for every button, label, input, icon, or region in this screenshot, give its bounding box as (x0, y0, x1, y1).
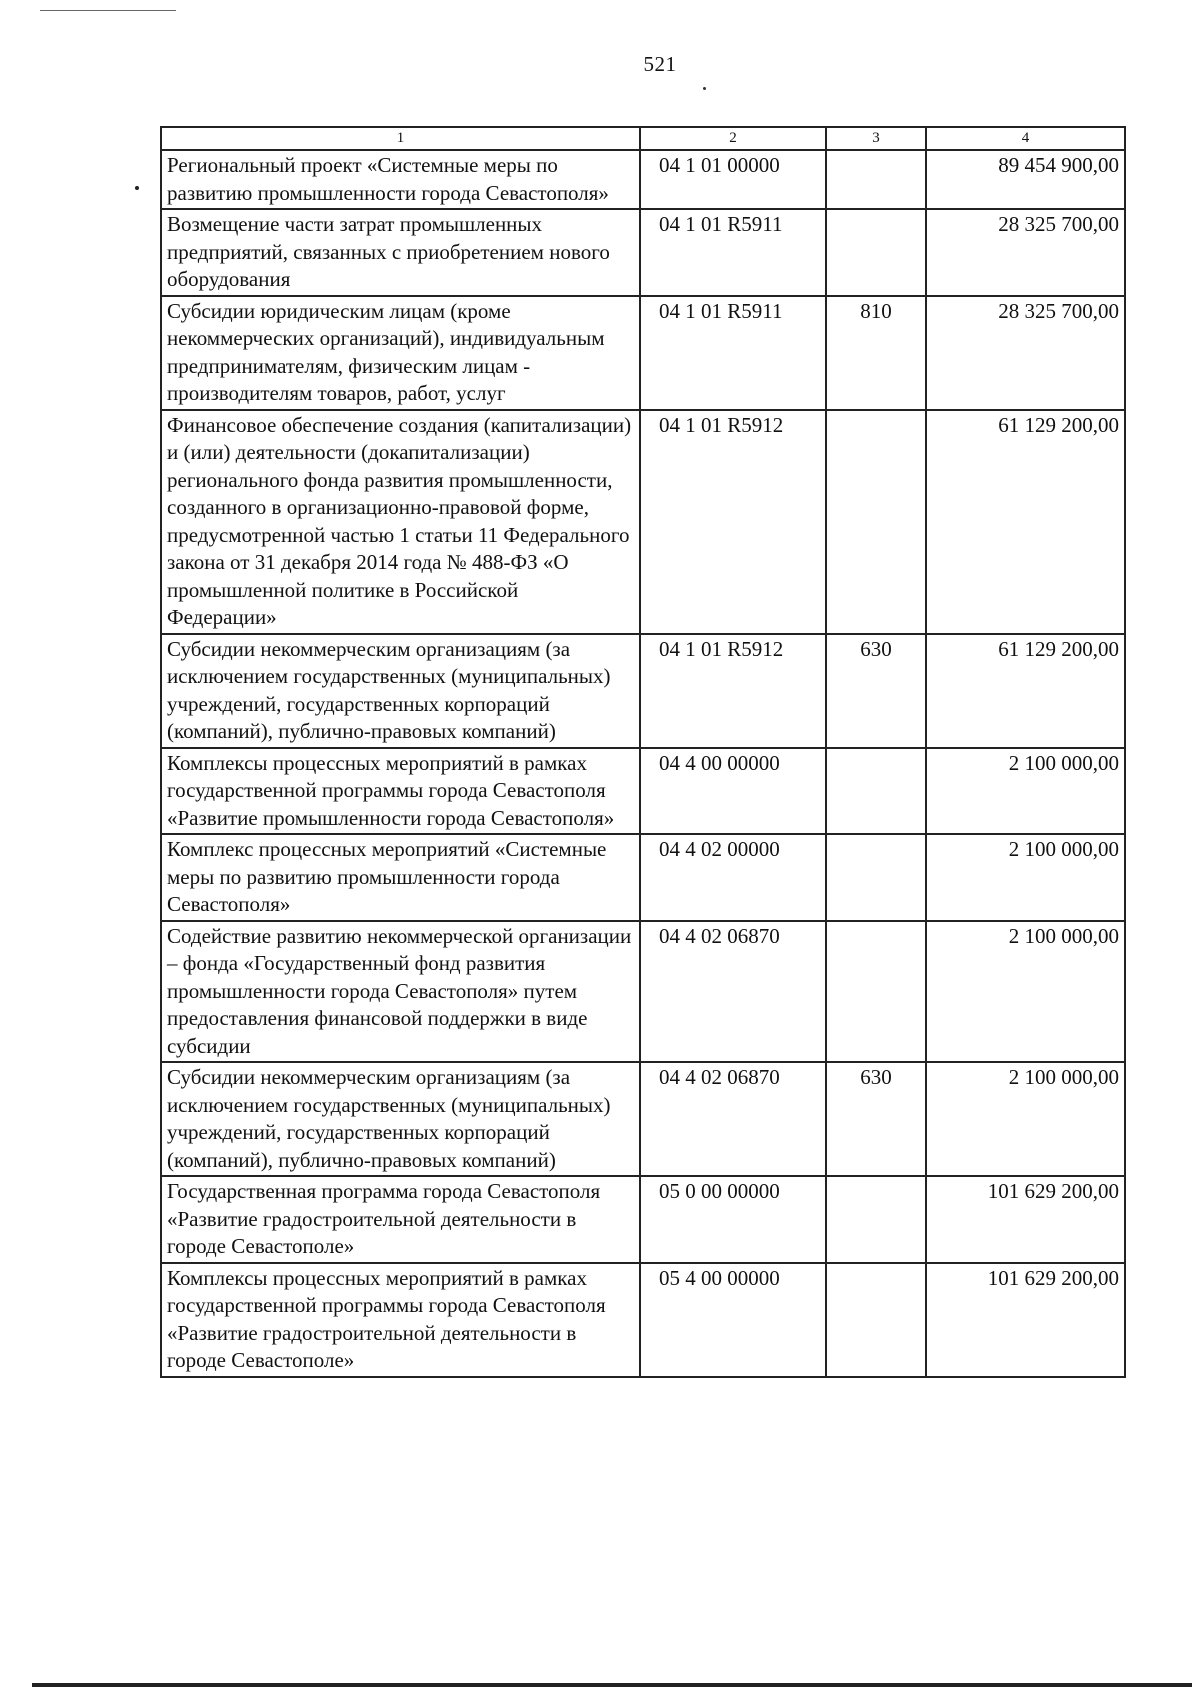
header-cell-sum: 4 (926, 127, 1125, 150)
table-row (161, 209, 1125, 296)
table-header-row (161, 127, 1125, 150)
scan-edge-line (32, 1683, 1192, 1687)
row-expense-type (826, 1176, 926, 1263)
table-row (161, 296, 1125, 410)
row-code: 05 0 00 00000 (640, 1176, 826, 1263)
row-expense-type (826, 150, 926, 209)
budget-table (160, 126, 1126, 1378)
row-code: 04 1 01 R5911 (640, 296, 826, 410)
row-name: Финансовое обеспечение создания (капитализации) и (или) деятельности (докапитализации) регионального фонда развития промышленности, созданного в организационно-правовой форме, предусмотренной частью 1 статьи 11 Федерального закона от 31 декабря 2014 года № 488-ФЗ «О промышленной политике в Российской Федерации» (161, 410, 640, 634)
row-name: Субсидии некоммерческим организациям (за исключением государственных (муниципальных) учреждений, государственных корпораций (компаний), публично-правовых компаний) (161, 1062, 640, 1176)
row-code: 04 1 01 R5912 (640, 634, 826, 748)
table-row (161, 921, 1125, 1063)
table-row (161, 634, 1125, 748)
row-sum: 2 100 000,00 (926, 834, 1125, 921)
row-sum: 101 629 200,00 (926, 1176, 1125, 1263)
table-row (161, 1263, 1125, 1377)
row-sum: 61 129 200,00 (926, 410, 1125, 634)
row-name: Государственная программа города Севастополя «Развитие градостроительной деятельности в городе Севастополе» (161, 1176, 640, 1263)
row-name: Комплексы процессных мероприятий в рамках государственной программы города Севастополя «Развитие промышленности города Севастополя» (161, 748, 640, 835)
row-expense-type (826, 921, 926, 1063)
row-code: 04 4 02 06870 (640, 921, 826, 1063)
row-code: 04 1 01 R5912 (640, 410, 826, 634)
page-number: 521 (643, 52, 677, 76)
table-row (161, 1062, 1125, 1176)
table-row (161, 1176, 1125, 1263)
row-expense-type: 630 (826, 634, 926, 748)
row-code: 04 1 01 R5911 (640, 209, 826, 296)
header-cell-name: 1 (161, 127, 640, 150)
row-sum: 61 129 200,00 (926, 634, 1125, 748)
row-name: Возмещение части затрат промышленных предприятий, связанных с приобретением нового оборудования (161, 209, 640, 296)
row-sum: 89 454 900,00 (926, 150, 1125, 209)
table-row (161, 834, 1125, 921)
row-name: Содействие развитию некоммерческой организации – фонда «Государственный фонд развития промышленности города Севастополя» путем предоставления финансовой поддержки в виде субсидии (161, 921, 640, 1063)
row-code: 04 4 02 06870 (640, 1062, 826, 1176)
row-sum: 28 325 700,00 (926, 209, 1125, 296)
scan-edge-line (40, 10, 176, 11)
row-name: Субсидии юридическим лицам (кроме некоммерческих организаций), индивидуальным предпринимателям, физическим лицам - производителям товаров, работ, услуг (161, 296, 640, 410)
row-sum: 101 629 200,00 (926, 1263, 1125, 1377)
table-row (161, 150, 1125, 209)
row-expense-type (826, 1263, 926, 1377)
row-sum: 28 325 700,00 (926, 296, 1125, 410)
row-sum: 2 100 000,00 (926, 748, 1125, 835)
row-name: Субсидии некоммерческим организациям (за исключением государственных (муниципальных) учреждений, государственных корпораций (компаний), публично-правовых компаний) (161, 634, 640, 748)
row-expense-type: 630 (826, 1062, 926, 1176)
table-row (161, 410, 1125, 634)
header-cell-code: 2 (640, 127, 826, 150)
row-expense-type (826, 834, 926, 921)
row-expense-type (826, 748, 926, 835)
row-sum: 2 100 000,00 (926, 1062, 1125, 1176)
row-code: 04 4 00 00000 (640, 748, 826, 835)
table-row (161, 748, 1125, 835)
row-name: Комплексы процессных мероприятий в рамках государственной программы города Севастополя «Развитие градостроительной деятельности в городе Севастополе» (161, 1263, 640, 1377)
row-sum: 2 100 000,00 (926, 921, 1125, 1063)
scan-speck (135, 186, 139, 190)
row-code: 04 4 02 00000 (640, 834, 826, 921)
row-code: 04 1 01 00000 (640, 150, 826, 209)
row-code: 05 4 00 00000 (640, 1263, 826, 1377)
row-name: Региональный проект «Системные меры по развитию промышленности города Севастополя» (161, 150, 640, 209)
row-name: Комплекс процессных мероприятий «Системные меры по развитию промышленности города Севастополя» (161, 834, 640, 921)
header-cell-expense-type: 3 (826, 127, 926, 150)
row-expense-type (826, 209, 926, 296)
scan-speck (703, 87, 706, 90)
row-expense-type (826, 410, 926, 634)
row-expense-type: 810 (826, 296, 926, 410)
